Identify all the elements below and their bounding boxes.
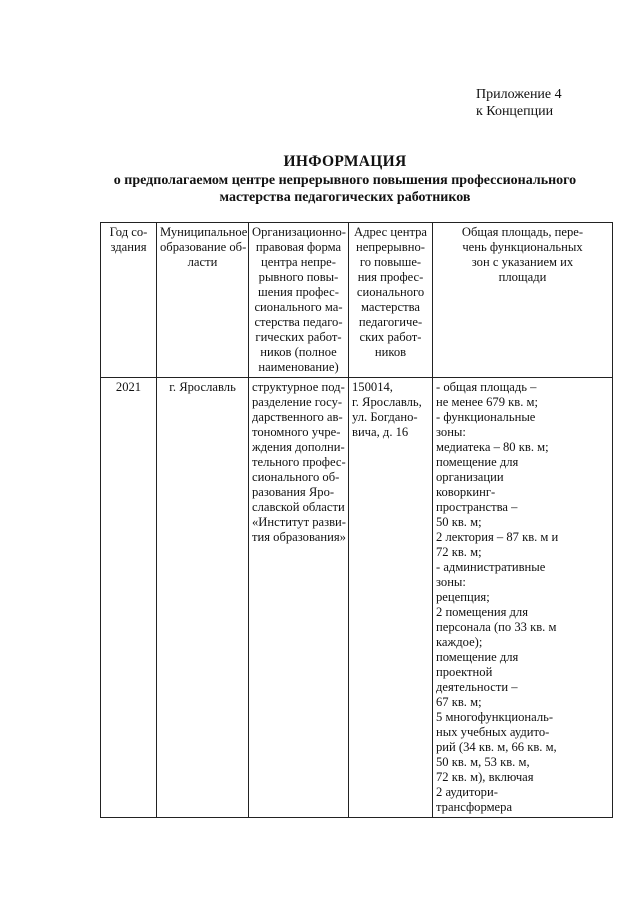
cell-line: 50 кв. м; (436, 515, 482, 529)
appendix-note (476, 86, 562, 120)
cell-organization (249, 378, 349, 818)
header-area (433, 223, 613, 378)
cell-line: - административные (436, 560, 546, 574)
cell-line: тономного учре- (252, 425, 341, 439)
cell-line: помещение для (436, 455, 519, 469)
cell-line: ных учебных аудито- (436, 725, 550, 739)
cell-line: Адрес центра (353, 225, 428, 239)
cell-line: правовая форма (255, 240, 342, 254)
cell-line: сионального (356, 285, 425, 299)
title-main: ИНФОРМАЦИЯ (283, 153, 407, 170)
cell-line: стерства педаго- (254, 315, 343, 329)
cell-line: гических работ- (255, 330, 342, 344)
cell-line: чень функциональных (462, 240, 583, 254)
cell-line: здания (110, 240, 147, 254)
cell-line: медиатека – 80 кв. м; (436, 440, 549, 454)
appendix-line-1: Приложение 4 (476, 87, 562, 102)
cell-line: го повыше- (359, 255, 422, 269)
table-header-row (101, 223, 613, 378)
cell-line: тия образования» (252, 530, 346, 544)
cell-line: «Институт разви- (252, 515, 346, 529)
cell-line: 72 кв. м; (436, 545, 482, 559)
cell-line: непрерывно- (356, 240, 425, 254)
cell-line: славской области (252, 500, 345, 514)
cell-area (433, 378, 613, 818)
cell-line: ул. Богдано- (352, 410, 418, 424)
cell-line: Общая площадь, пере- (461, 225, 584, 239)
cell-line: 5 многофункциональ- (436, 710, 554, 724)
cell-line: трансформера (436, 800, 513, 814)
cell-line: проектной (436, 665, 493, 679)
cell-line: разования Яро- (252, 485, 335, 499)
cell-line: наименование) (258, 360, 339, 374)
cell-line: зон с указанием их (471, 255, 574, 269)
cell-line: площади (498, 270, 547, 284)
cell-line: мастерства (361, 300, 420, 314)
cell-line: ласти (187, 255, 218, 269)
cell-line: 2 помещения для (436, 605, 528, 619)
cell-address (349, 378, 433, 818)
cell-line: образование об- (160, 240, 247, 254)
cell-line: рывного повы- (258, 270, 339, 284)
title-subtitle-line-2: мастерства педагогических работников (219, 190, 471, 205)
cell-municipality: г. Ярославль (157, 378, 249, 818)
cell-line: педагогиче- (358, 315, 423, 329)
header-year (101, 223, 157, 378)
cell-line: зоны: (436, 425, 466, 439)
cell-line: каждое); (436, 635, 483, 649)
cell-line: - функциональные (436, 410, 536, 424)
cell-line: сионального ма- (254, 300, 343, 314)
cell-line: дарственного ав- (252, 410, 343, 424)
cell-line: коворкинг- (436, 485, 496, 499)
cell-line: структурное под- (252, 380, 345, 394)
title-subtitle (70, 172, 620, 206)
cell-line: Муниципальное (160, 225, 248, 239)
cell-line: пространства – (436, 500, 518, 514)
cell-line: 2 аудитори- (436, 785, 498, 799)
cell-line: рецепция; (436, 590, 490, 604)
cell-line: разделение госу- (252, 395, 343, 409)
cell-line: персонала (по 33 кв. м (436, 620, 557, 634)
document-title (70, 152, 620, 206)
cell-year: 2021 (101, 378, 157, 818)
cell-line: не менее 679 кв. м; (436, 395, 538, 409)
cell-line: ских работ- (359, 330, 422, 344)
cell-line: Год со- (109, 225, 148, 239)
cell-line: г. Ярославль, (352, 395, 422, 409)
cell-line: ников (374, 345, 407, 359)
cell-line: 50 кв. м, 53 кв. м, (436, 755, 530, 769)
cell-line: зоны: (436, 575, 466, 589)
cell-line: 150014, (352, 380, 393, 394)
cell-line: центра непре- (261, 255, 336, 269)
cell-line: 72 кв. м), включая (436, 770, 534, 784)
cell-line: Организационно- (252, 225, 346, 239)
cell-line: 2 лектория – 87 кв. м и (436, 530, 559, 544)
info-table (100, 222, 613, 818)
cell-line: помещение для (436, 650, 519, 664)
header-organization (249, 223, 349, 378)
cell-line: - общая площадь – (436, 380, 537, 394)
appendix-line-2: к Концепции (476, 104, 554, 119)
cell-line: сионального об- (252, 470, 340, 484)
table-row (101, 378, 613, 818)
title-subtitle-line-1: о предполагаемом центре непрерывного повышения профессионального (113, 173, 577, 188)
cell-line: вича, д. 16 (352, 425, 409, 439)
cell-line: тельного профес- (252, 455, 346, 469)
cell-line: ния профес- (357, 270, 424, 284)
header-address (349, 223, 433, 378)
cell-line: деятельности – (436, 680, 518, 694)
cell-line: рий (34 кв. м, 66 кв. м, (436, 740, 557, 754)
cell-line: организации (436, 470, 504, 484)
cell-line: ников (полное (260, 345, 337, 359)
cell-line: шения профес- (258, 285, 339, 299)
header-municipality (157, 223, 249, 378)
cell-line: 67 кв. м; (436, 695, 482, 709)
cell-line: ждения дополни- (252, 440, 345, 454)
